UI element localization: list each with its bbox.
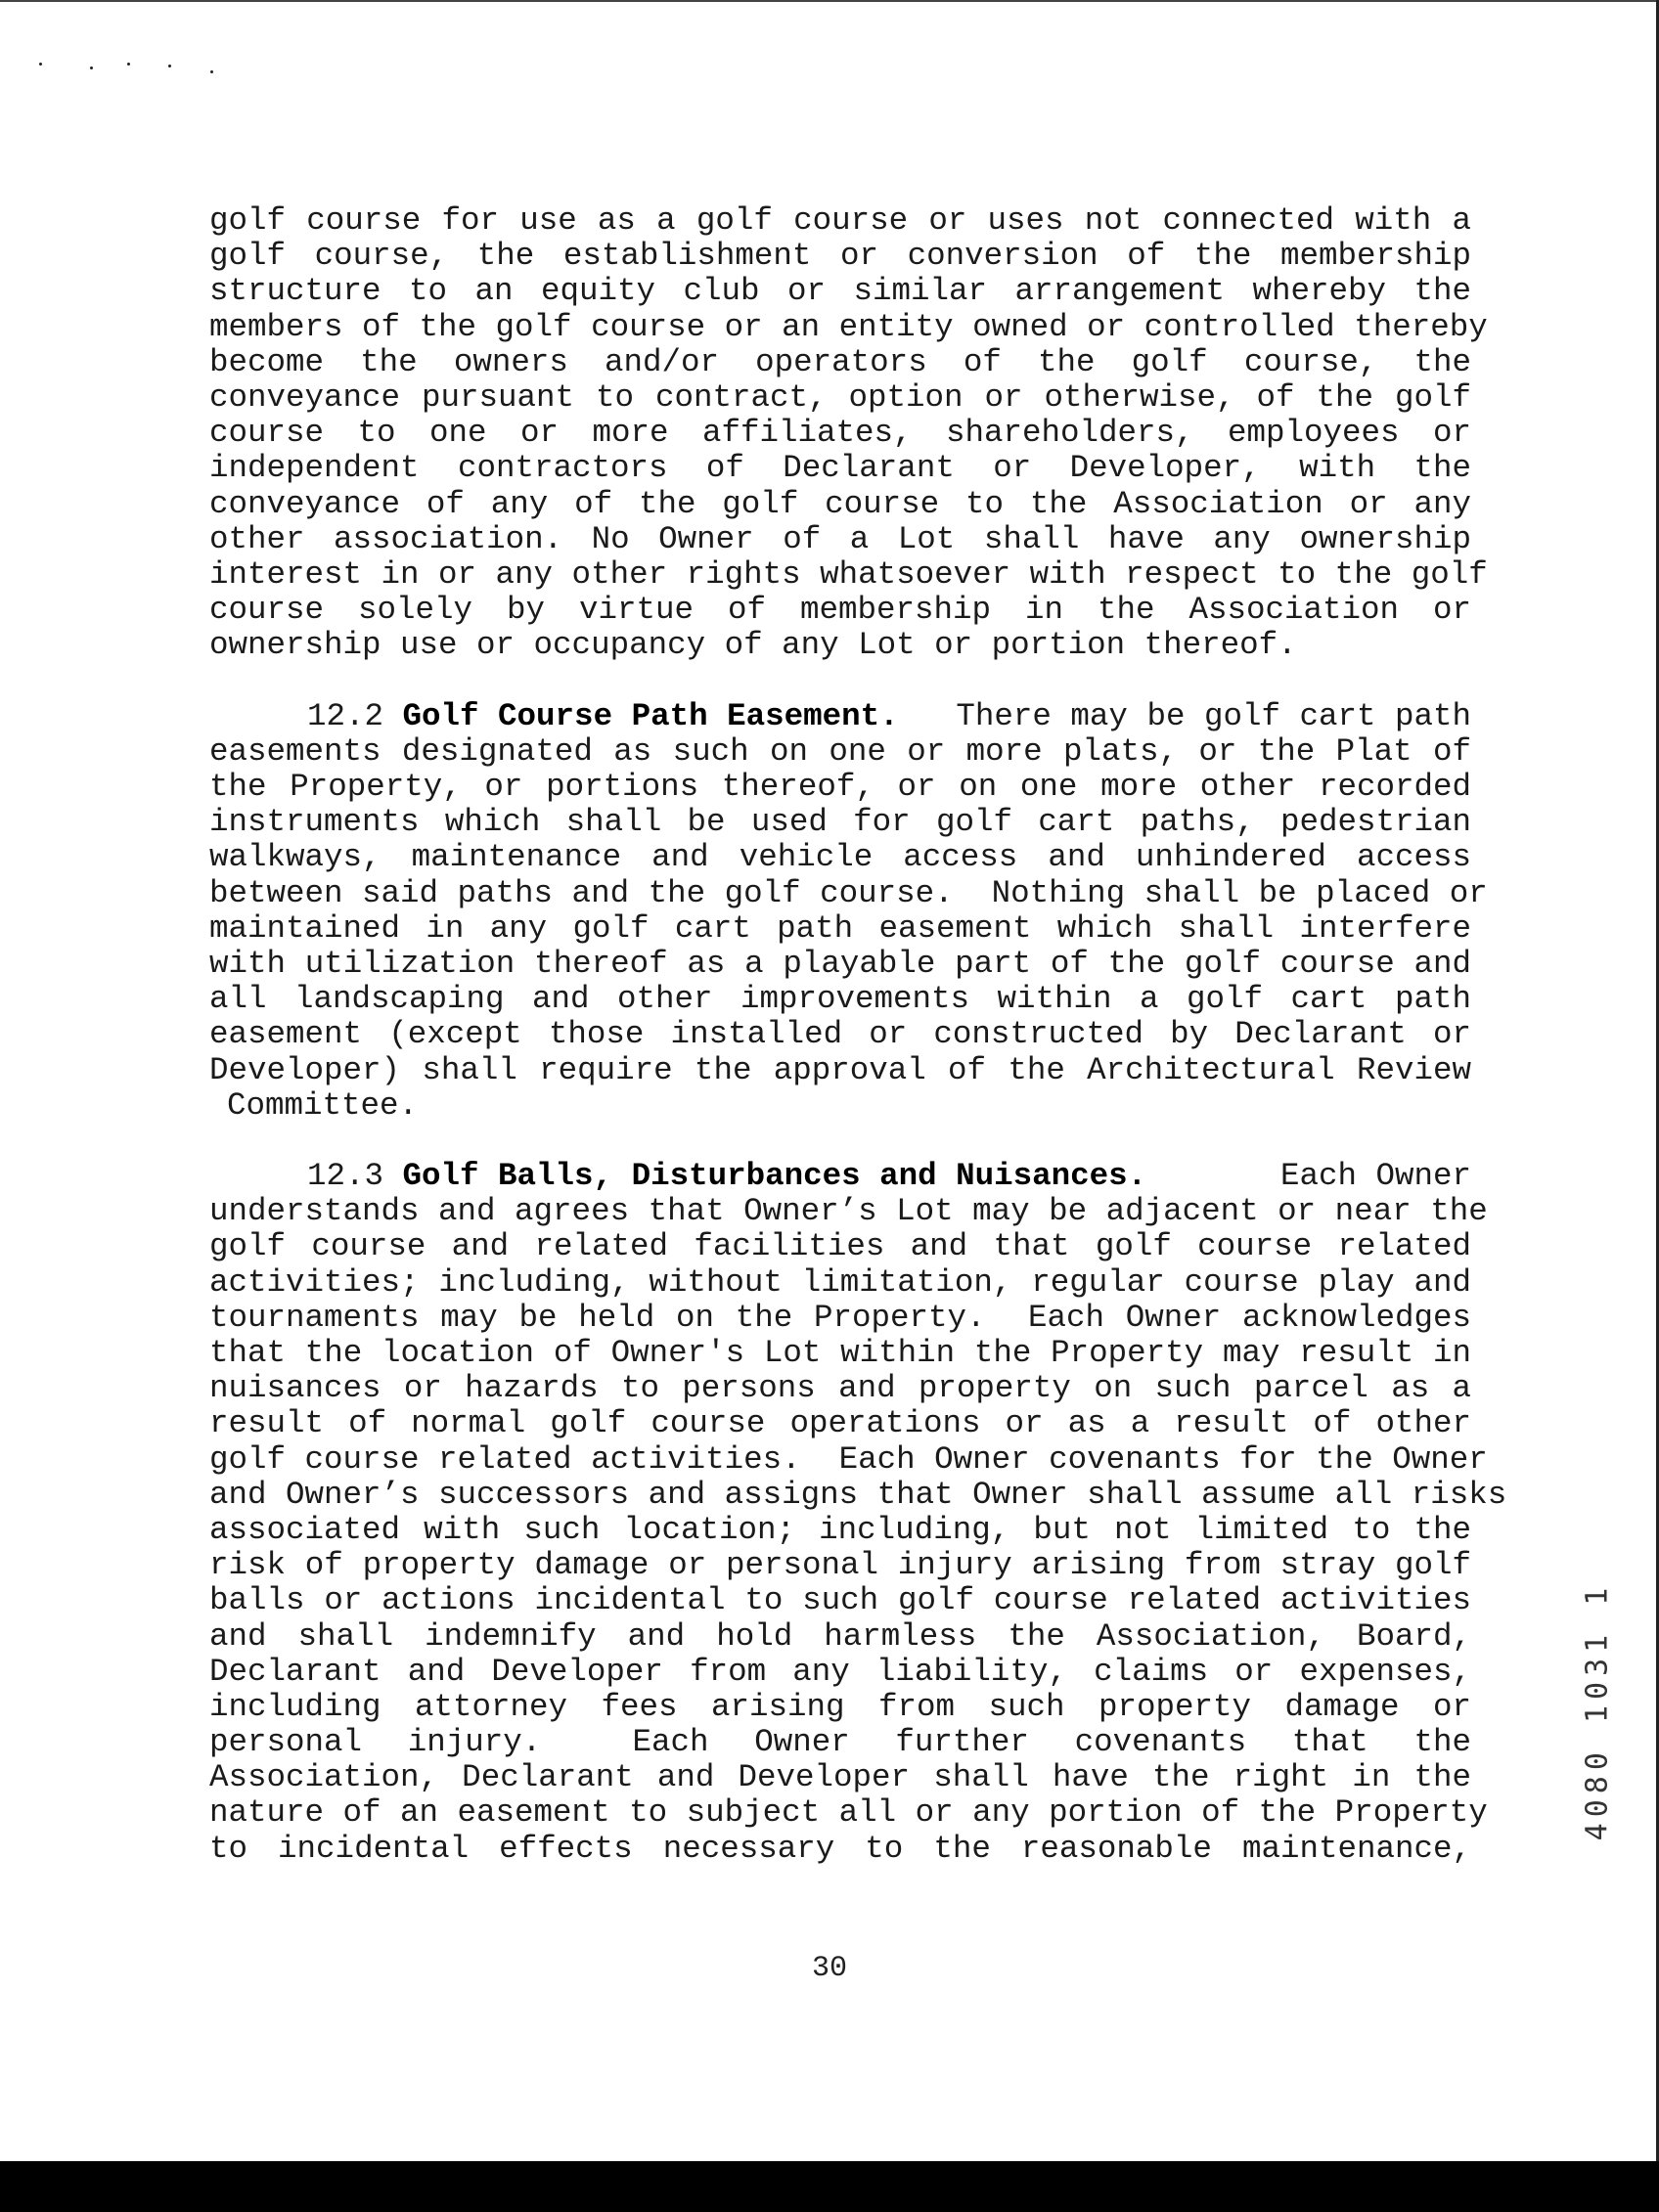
- section-number: 12.2: [307, 697, 384, 734]
- scan-top-edge: [0, 0, 1659, 2]
- text-line: balls or actions incidental to such golf course related activities: [209, 1582, 1471, 1619]
- text-line: easements designated as such on one or more plats, or the Plat of: [209, 732, 1471, 770]
- text-line: maintained in any golf cart path easement which shall interfere: [209, 909, 1471, 947]
- text-line: become the owners and/or operators of the golf course, the: [209, 343, 1471, 380]
- text-line: golf course and related facilities and that golf course related: [209, 1228, 1471, 1265]
- text-line: course solely by virtue of membership in the Association or: [209, 592, 1471, 629]
- text-line: nuisances or hazards to persons and property on such parcel as a: [209, 1370, 1471, 1407]
- document-body: [209, 202, 1507, 1867]
- text-line: golf course related activities. Each Owner covenants for the Owner: [209, 1440, 1488, 1478]
- page-number: 30: [811, 1952, 847, 1985]
- section-12-3: [209, 1158, 1507, 1867]
- text-line: golf course, the establishment or conversion of the membership: [209, 238, 1471, 275]
- text-line: result of normal golf course operations or as a result of other: [209, 1405, 1471, 1442]
- text-line: conveyance pursuant to contract, option or otherwise, of the golf: [209, 378, 1471, 416]
- text-line: tournaments may be held on the Property. Each Owner acknowledges: [209, 1299, 1471, 1336]
- section-12-3-body: [209, 1193, 1507, 1867]
- text-line: between said paths and the golf course. Nothing shall be placed or: [209, 874, 1488, 911]
- text-line: with utilization thereof as a playable part of the golf course and: [209, 945, 1471, 982]
- scan-speck: [168, 65, 171, 67]
- margin-stamp-text: 4080 1031 1: [1580, 1581, 1615, 1841]
- section-title: Golf Course Path Easement.: [402, 697, 899, 734]
- section-number: 12.3: [307, 1158, 384, 1195]
- section-12-3-heading-line: [209, 1159, 1471, 1194]
- text-line: instruments which shall be used for golf cart paths, pedestrian: [209, 804, 1471, 841]
- text-line: activities; including, without limitation, regular course play and: [209, 1263, 1471, 1301]
- text-line: the Property, or portions thereof, or on one more other recorded: [209, 769, 1471, 805]
- section-12-2-heading-line: [209, 699, 1471, 734]
- text-line: members of the golf course or an entity owned or controlled thereby: [209, 308, 1488, 345]
- text-line: course to one or more affiliates, shareholders, employees or: [209, 415, 1471, 452]
- text-line: Association, Declarant and Developer shall have the right in the: [209, 1759, 1471, 1796]
- text-line: to incidental effects necessary to the reasonable maintenance,: [209, 1830, 1471, 1867]
- section-text: There may be golf cart path: [956, 697, 1471, 734]
- margin-stamp: [1580, 1545, 1615, 1878]
- text-line: personal injury. Each Owner further covenants that the: [209, 1724, 1471, 1761]
- text-line: Declarant and Developer from any liability, claims or expenses,: [209, 1653, 1471, 1690]
- text-line: golf course for use as a golf course or uses not connected with a: [209, 202, 1471, 239]
- section-text: Each Owner: [1279, 1158, 1471, 1195]
- text-line: and shall indemnify and hold harmless the Association, Board,: [209, 1617, 1471, 1655]
- text-line: nature of an easement to subject all or any portion of the Property: [209, 1794, 1488, 1832]
- scan-speck: [127, 63, 130, 66]
- text-line: interest in or any other rights whatsoever with respect to the golf: [209, 555, 1488, 593]
- text-line: and Owner’s successors and assigns that Owner shall assume all risks: [209, 1476, 1507, 1513]
- section-12-2-last-line: Committee.: [227, 1086, 419, 1124]
- text-line: conveyance of any of the golf course to the Association or any: [209, 485, 1471, 522]
- section-12-2: [209, 697, 1488, 1124]
- scan-speck: [210, 70, 213, 73]
- text-line: understands and agrees that Owner’s Lot may be adjacent or near the: [209, 1193, 1488, 1230]
- scan-speck: [90, 66, 93, 69]
- text-line: that the location of Owner's Lot within the Property may result in: [209, 1335, 1471, 1371]
- text-line: Developer) shall require the approval of the Architectural Review: [209, 1051, 1471, 1088]
- text-line: other association. No Owner of a Lot shall have any ownership: [209, 520, 1471, 557]
- text-line: risk of property damage or personal injury arising from stray golf: [209, 1547, 1471, 1584]
- text-line: structure to an equity club or similar arrangement whereby the: [209, 273, 1471, 310]
- scan-speck: [39, 63, 42, 66]
- section-title: Golf Balls, Disturbances and Nuisances.: [402, 1158, 1147, 1195]
- text-line: easement (except those installed or constructed by Declarant or: [209, 1016, 1471, 1053]
- text-line: all landscaping and other improvements within a golf cart path: [209, 981, 1471, 1018]
- section-12-2-body: [209, 732, 1488, 1088]
- text-line: independent contractors of Declarant or Developer, with the: [209, 450, 1471, 487]
- text-line: associated with such location; including, but not limited to the: [209, 1511, 1471, 1548]
- text-line: ownership use or occupancy of any Lot or portion thereof.: [209, 627, 1297, 664]
- text-line: including attorney fees arising from such property damage or: [209, 1688, 1471, 1725]
- text-line: walkways, maintenance and vehicle access and unhindered access: [209, 839, 1471, 876]
- intro-paragraph: [209, 202, 1488, 664]
